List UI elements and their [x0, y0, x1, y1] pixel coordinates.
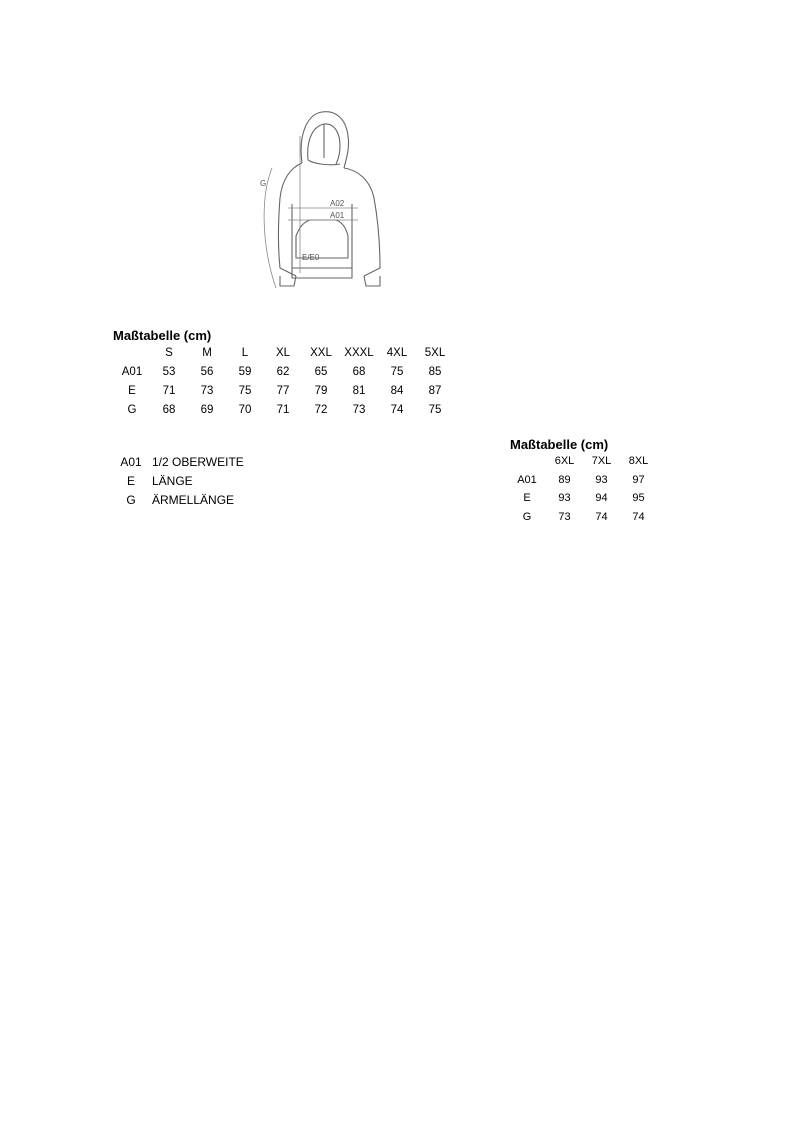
- table-cell: 84: [390, 384, 404, 397]
- main-table-title: Maßtabelle (cm): [113, 328, 212, 343]
- row-code: G: [522, 510, 532, 523]
- legend-item: [114, 471, 244, 490]
- hoodie-measurement-diagram: [250, 108, 452, 298]
- table-cell: 73: [352, 403, 366, 416]
- size-table-main: [114, 343, 454, 419]
- table-cell: 62: [276, 365, 290, 378]
- size-header: L: [241, 346, 249, 359]
- size-header: XXL: [310, 346, 332, 359]
- side-table-title: Maßtabelle (cm): [510, 437, 609, 452]
- a01-label: A01: [330, 211, 345, 220]
- size-header: 7XL: [591, 455, 612, 468]
- table-cell: 53: [162, 365, 176, 378]
- corner-cell: [508, 452, 546, 471]
- length-label: E/E0: [302, 253, 320, 262]
- table-cell: 95: [632, 492, 645, 505]
- legend-code: G: [126, 492, 136, 507]
- table-header-row: [114, 343, 454, 362]
- size-header: 8XL: [628, 455, 649, 468]
- table-cell: 68: [162, 403, 176, 416]
- corner-cell: [114, 343, 150, 362]
- table-cell: 69: [200, 403, 214, 416]
- table-row: [114, 362, 454, 381]
- table-cell: 56: [200, 365, 214, 378]
- table-cell: 81: [352, 384, 366, 397]
- table-cell: 97: [632, 473, 645, 486]
- legend-code: E: [126, 473, 135, 488]
- legend-item: [114, 490, 244, 509]
- table-cell: 71: [276, 403, 290, 416]
- table-cell: 75: [428, 403, 442, 416]
- table-header-row: [508, 452, 657, 471]
- table-cell: 74: [595, 510, 608, 523]
- row-code: G: [127, 403, 137, 416]
- table-cell: 89: [558, 473, 571, 486]
- size-header: XL: [275, 346, 291, 359]
- sleeve-length-label: G: [260, 179, 267, 188]
- table-cell: 93: [558, 492, 571, 505]
- table-cell: 72: [314, 403, 328, 416]
- size-header: M: [202, 346, 212, 359]
- table-cell: 73: [558, 510, 571, 523]
- table-cell: 93: [595, 473, 608, 486]
- table-row: [508, 508, 657, 527]
- table-cell: 74: [390, 403, 404, 416]
- row-code: E: [128, 384, 136, 397]
- legend-desc: LÄNGE: [152, 473, 193, 488]
- table-row: [114, 400, 454, 419]
- size-table-large: [508, 452, 657, 526]
- table-cell: 73: [200, 384, 214, 397]
- legend-desc: 1/2 OBERWEITE: [152, 454, 244, 469]
- a02-label: A02: [330, 199, 345, 208]
- table-cell: 75: [390, 365, 404, 378]
- table-row: [508, 471, 657, 490]
- table-cell: 74: [632, 510, 645, 523]
- row-code: E: [523, 492, 531, 505]
- table-cell: 65: [314, 365, 328, 378]
- table-cell: 75: [238, 384, 252, 397]
- size-header: 5XL: [424, 346, 446, 359]
- table-cell: 77: [276, 384, 290, 397]
- table-cell: 71: [162, 384, 176, 397]
- table-row: [114, 381, 454, 400]
- table-cell: 79: [314, 384, 328, 397]
- table-cell: 70: [238, 403, 252, 416]
- table-row: [508, 489, 657, 508]
- table-cell: 68: [352, 365, 366, 378]
- size-header: XXXL: [344, 346, 374, 359]
- legend-item: [114, 452, 244, 471]
- table-cell: 94: [595, 492, 608, 505]
- size-header: 6XL: [554, 455, 575, 468]
- table-cell: 87: [428, 384, 442, 397]
- table-cell: 59: [238, 365, 252, 378]
- table-cell: 85: [428, 365, 442, 378]
- size-header: 4XL: [386, 346, 408, 359]
- row-code: A01: [121, 365, 143, 378]
- measurement-legend: [114, 452, 244, 509]
- size-header: S: [165, 346, 173, 359]
- hoodie-icon: [250, 108, 452, 298]
- row-code: A01: [517, 473, 537, 486]
- legend-code: A01: [120, 454, 142, 469]
- legend-desc: ÄRMELLÄNGE: [152, 492, 235, 507]
